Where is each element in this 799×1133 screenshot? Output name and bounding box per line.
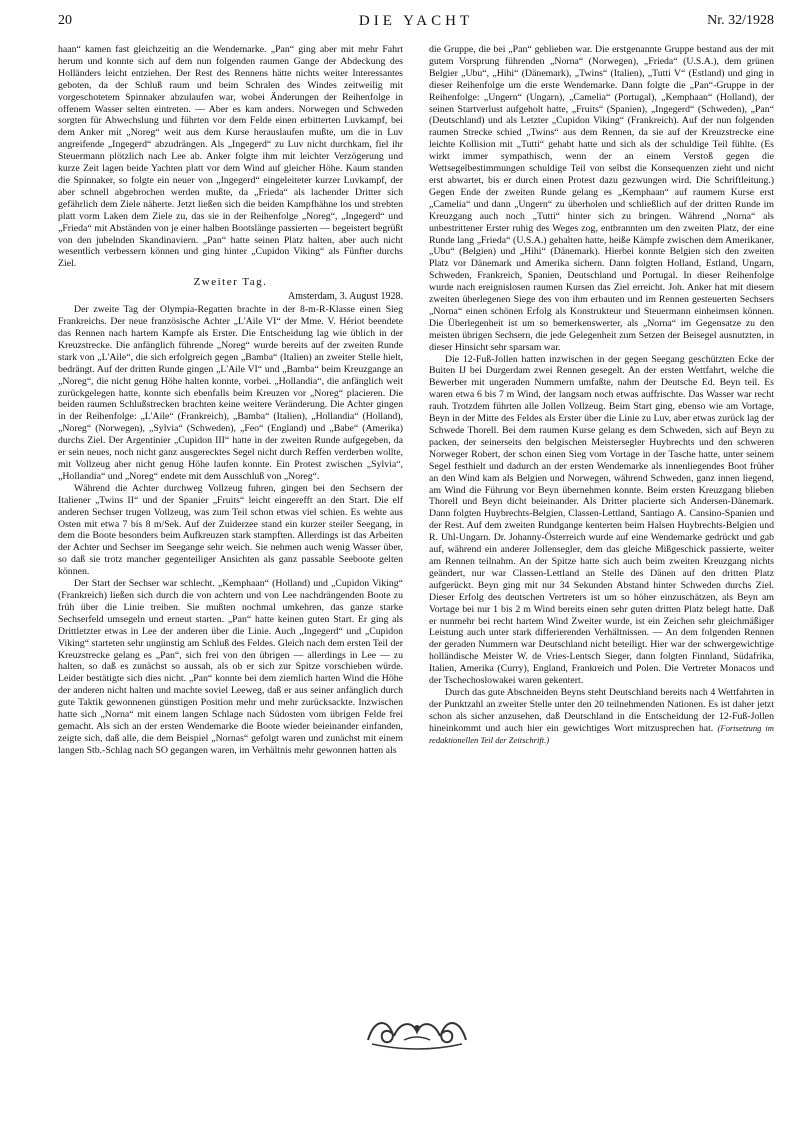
dateline: Amsterdam, 3. August 1928. (288, 291, 403, 303)
left-column (58, 44, 403, 757)
paragraph: Der zweite Tag der Olympia-Regatten brachte in der 8-m-R-Klasse einen Sieg Frankreichs. Der neue französische Achter „L'Aile VI“ der Mme. V. Hériot beendete das Rennen nach hartem Kampfe als Erster. Die Entscheidung lag wie üblich in der Kreuzstrecke. Die anfänglich führende „Noreg“ wurde bereits auf der zweiten Runde stark von „L'Aile“, die sich erfolgreich gegen „Bamba“ (Italien) an zweiter Stelle hielt, bedrängt. Auf der dritten Runde gingen „L'Aile VI“ und „Bamba“ beim Kreuzgange an „Noreg“, die nicht genug Höhe halten konnte, vorbei. „Hollandia“, die anfänglich weit zurückgelegen hatte, konnte sich ebenfalls beim Kreuzen vor „Noreg“ placieren. Die beiden raumen Schlußstrecken brachten keine weitere Veränderung. Die Achter gingen in der Reihenfolge: „L'Aile“ (Frankreich), „Bamba“ (Italien), „Hollandia“ (Holland), „Noreg“ (Norwegen), „Sylvia“ (Schweden), „Feo“ (England) und „Babe“ (Amerika) durchs Ziel. Der Argentinier „Cupidon III“ hatte in der zweiten Runde aufgegeben, da er sein neues, noch nicht ganz ausgerecktes Segel nicht durch Reffen verderben wollte, mit Vollzeug aber nicht genug Höhe laufen konnte. Ein Protest zwischen „Sylvia“, „Hollandia“ und „Noreg“ endete mit dem Ausschluß von „Noreg“. (58, 304, 403, 482)
page-number: 20 (58, 13, 72, 28)
magazine-title: DIE YACHT (358, 13, 474, 29)
continuation-note: (Fortsetzung im redaktionellen Teil der Zeitschrift.) (429, 722, 774, 745)
paragraph: haan“ kamen fast gleichzeitig an die Wendemarke. „Pan“ ging aber mit mehr Fahrt herum und konnte sich auf dem nun folgenden raumen Gange der Abdeckung des Holländers leicht entziehen. Der Rest des Rennens hätte nichts weiter Interessantes geboten, da der Schluß raum und beim Schralen des Windes zeitweilig mit vorgeschotetem Spinnaker abzulaufen war, wobei Änderungen der Reihenfolge in offenem Wasser selten eintreten. — Aber es kam anders. Norwegen und Schweden sorgten für Abwechslung und führten vor dem Felde einen erbitterten Luvkampf, bei dem Anker mit „Noreg“ weit aus dem Kurse herauslaufen mußte, um die in Luv angreifende „Ingegerd“ abzudrängen. Als „Ingegerd“ zu Luv nicht durchkam, fiel ihr Steuermann plötzlich nach Lee ab. Anker folgte ihm mit leichter Verzögerung und kurze Zeit lagen beide Yachten platt vor dem Wind auf gleicher Höhe. Kaum standen die Spinnaker, so folgte ein neuer von „Ingegerd“ eingeleiteter kurzer Luvkampf, der aber schnell abgebrochen werden mußte, da „Frieda“ als lachender Dritter sich gefährlich dem Ziele näherte. Jetzt ließen sich die beiden Kampfhähne los und strebten platt vorm Laken dem Ziele zu, das sie in der Reihenfolge „Noreg“, „Ingegerd“ und „Frieda“ mit Abständen von je einer halben Bootslänge passierten — begeistert begrüßt von den jubelnden Skandinaviern. „Pan“ hatte seinen Platz halten, aber auch nicht wesentlich verbessern können und ging hinter „Cupidon Viking“ als Fünfter durchs Ziel. (58, 44, 403, 270)
right-column (429, 44, 774, 746)
issue-number: Nr. 32/1928 (707, 13, 774, 28)
magazine-page (58, 10, 774, 1125)
paragraph: Während die Achter durchweg Vollzeug fuhren, gingen bei den Sechsern der Italiener „Twins II“ und der Spanier „Fruits“ leicht eingerefft an den Start. Die elf anderen Sechser trugen Vollzeug, was zum Teil schon etwas viel schien. Es wehte aus Osten mit etwa 7 bis 8 m/Sek. Auf der Zuiderzee stand ein kurzer steiler Seegang, in dem die Boote besonders beim Aufkreuzen stark stampften. Allerdings ist das Arbeiten der Achter und Sechser im Seegange sehr weich. Sie nehmen auch wenig Wasser über, so daß sie trotz mancher gegenteiliger Ansichten als ganz passable Seeboote gelten können. (58, 482, 403, 578)
paragraph: die Gruppe, die bei „Pan“ geblieben war. Die erstgenannte Gruppe bestand aus der mit gutem Vorsprung führenden „Norna“ (Norwegen), „Frieda“ (U.S.A.), dem grünen Belgier „Ubu“, „Hihi“ (Dänemark), „Twins“ (Italien), „Tutti V“ (Estland) und ging in dieser Reihenfolge um die erste Wendemarke. Dann folgte die „Pan“-Gruppe in der Reihenfolge: „Ungern“ (Ungarn), „Camelia“ (Portugal), „Kemphaan“ (Holland), der seinen Startverlust aufgeholt hatte, „Fruits“ (Spanien), „Ingegerd“ (Schweden), „Pan“ (Deutschland) und als Letzter „Cupidon Viking“ (Frankreich). Auf der nun folgenden raumen Strecke schied „Twins“ aus dem Rennen, da sie auf der Kreuzstrecke eine leichte Kollision mit „Tutti“ gehabt hatte und sich als der schuldige Teil fühlte. (Es wirkt immer sympathisch, wenn der an einem Verstoß gegen die Wettsegelbestimmungen schuldige Teil von selbst die Konsequenzen zieht und nicht erst abwartet, bis er durch einen Protest dazu gezwungen wird. Die Schriftleitung.) Gegen Ende der zweiten Runde gelang es „Kemphaan“ auf raumem Kurse erst „Camelia“ und dann „Ungern“ zu überholen und schließlich auf der dritten Runde im Kreuzgang auch noch „Tutti“ hinter sich zu bringen. Während „Norna“ als unbestrittener Erster ruhig des Weges zog, entbrannten um den zweiten Platz, der eine Runde lang „Frieda“ (U.S.A.) gehalten hatte, heiße Kämpfe zwischen dem Amerikaner, „Ubu“ (Belgien) und „Hihi“ (Dänemark). Hierbei konnte Belgien sich den zweiten Platz vor Dänemark und Amerika sichern. Dann folgten Holland, Estland, Ungarn, Schweden, Frankreich, Spanien, Deutschland und Portugal. In dieser Reihenfolge wurde nach ereignislosen raumen Kursen das Ziel erreicht. Joh. Anker hat mit diesem zweiten überlegenen Siege des von ihm erbauten und im Rennen gesteuerten Sechsers „Norna“ einen schönen Erfolg als Konstrukteur und Steuermann einheimsen können. Die Überlegenheit ist um so bemerkenswerter, als „Norna“ im Gegensatze zu den meisten übrigen Sechsern, die jede Gelegenheit zum Setzen der Beisegel ausnutzten, in dieser Hinsicht sehr sparsam war. (429, 44, 774, 353)
decorative-ornament (364, 1010, 470, 1054)
paragraph-text: Durch das gute Abschneiden Beyns steht Deutschland bereits nach 4 Wettfahrten in der Punktzahl an zweiter Stelle unter den 20 teilnehmenden Nationen. Es ist daher jetzt schon als sicher anzusehen, daß Deutschland in die Entscheidung der 12-Fuß-Jollen hineinkommt und auch hier ein gewichtiges Wort mitzusprechen hat. (429, 686, 774, 734)
section-title: Zweiter Tag. (193, 276, 268, 289)
running-header (58, 10, 774, 34)
paragraph (429, 687, 774, 747)
paragraph: Der Start der Sechser war schlecht. „Kemphaan“ (Holland) und „Cupidon Viking“ (Frankreich) ließen sich durch die von achtern und von Lee nachdrängenden Boote zu früh über die Linie treiben. Sie mußten nochmal umkehren, das ganze starke Sechserfeld umsegeln und erneut starten. „Pan“ hatte keinen guten Start. Er ging als Drittletzter etwas in Lee der anderen über die Linie. Auch „Ingegerd“ und „Cupidon Viking“ starteten sehr ungünstig am Schluß des Feldes. Gleich nach dem ersten Teil der Kreuzstrecke gelang es „Pan“, sich frei von den übrigen — allerdings in Lee — zu halten, so daß es zunächst so aussah, als ob er sich zur Spitze vorschieben würde. Leider bestätigte sich dies nicht. „Pan“ konnte bei dem ziemlich harten Wind die Höhe der anderen nicht halten und machte soviel Leeweg, daß er aus seiner anfänglich durch gute Taktik gewonnenen günstigen Position mehr und mehr zurücksackte. Inzwischen hatte sich „Norna“ mit einem langen Schlage nach Südosten vom übrigen Felde frei gemacht. Als sich an der ersten Wendemarke die Boote wieder beieinander einfanden, zeigte sich, daß alle, die dem Beispiel „Nornas“ gefolgt waren und zunächst mit einem langen Stb.-Schlag nach SO gegangen waren, im Verhältnis mehr gewonnen hatten als (58, 578, 403, 756)
paragraph: Die 12-Fuß-Jollen hatten inzwischen in der gegen Seegang geschützten Ecke der Buiten IJ bei Durgerdam zwei Rennen gesegelt. An der ersten Wettfahrt, welche die Bewerber mit ungeraden Nummern umfaßte, nahm der Deutsche Ed. Beyn teil. Es waren etwa 6 bis 7 m Wind, der langsam noch etwas auffrischte. Das Wasser war recht rauh. Trotzdem führten alle Jollen Vollzeug. Beim Start ging, ebenso wie am Vortage, Beyn in der Mitte des Feldes als Erster über die Linie zu Luv, aber etwas zurück lag der Schwede Thorell. Bei dem raumen Kurse gelang es dem Schweden, sich auf Beyn zu packen, der seinerseits den belgischen Meistersegler Huybrechts und den schweren Norweger Robert, der schon einen Sieg vom Vortage in der Tasche hatte, unter seinem Segel festhielt und dadurch an der ersten Wendemarke als innenliegendes Boot früher an den Wind kam als Belgien und Norwegen, während Schweden, ganz innen liegend, am Wind die Führung vor Beyn übernehmen konnte. Beim ersten Kreuzgang blieben Thorell und Beyn dicht beieinander. Als Dritter placierte sich Andersen-Dänemark. Dann folgten Huybrechts-Belgien, Classen-Lettland, Santiago A. Cansino-Spanien und der Rest. Auf dem zweiten Rundgange kenterten beim Halsen Huybrechts-Belgien und R. Uhl-Ungarn. Dr. Johanny-Österreich wurde auf eine Wendemarke gedrückt und gab auf, während ein anderer Jollensegler, dem das gleiche Mißgeschick passierte, weiter am Rennen teilnahm. An der Spitze hatte sich auch beim zweiten Kreuzgang nichts geändert, nur war Classen-Lettland an Stelle des Dänen auf den dritten Platz aufgerückt. Beyn ging mit nur 34 Sekunden Abstand hinter Schweden durchs Ziel. Dieser Erfolg des deutschen Vertreters ist um so höher einzuschätzen, als Beyn am Vortage bei nur 1 bis 2 m Wind bereits einen sehr guten dritten Platz belegt hatte. Daß er nunmehr bei recht hartem Wind Zweiter wurde, ist ein Zeichen sehr gleichmäßiger Leistung auch unter stark differierenden Verhältnissen. — An dem folgenden Rennen der geraden Nummern war Deutschland nicht beteiligt. Hier war der schwergewichtige holländische Meister W. de Vries-Lentsch Sieger, dann folgten Finnland, Südafrika, Italien, Amerika (Curry), England, Frankreich und Polen. Die Vertreter Monacos und der Tschechoslowakei waren gekentert. (429, 353, 774, 687)
